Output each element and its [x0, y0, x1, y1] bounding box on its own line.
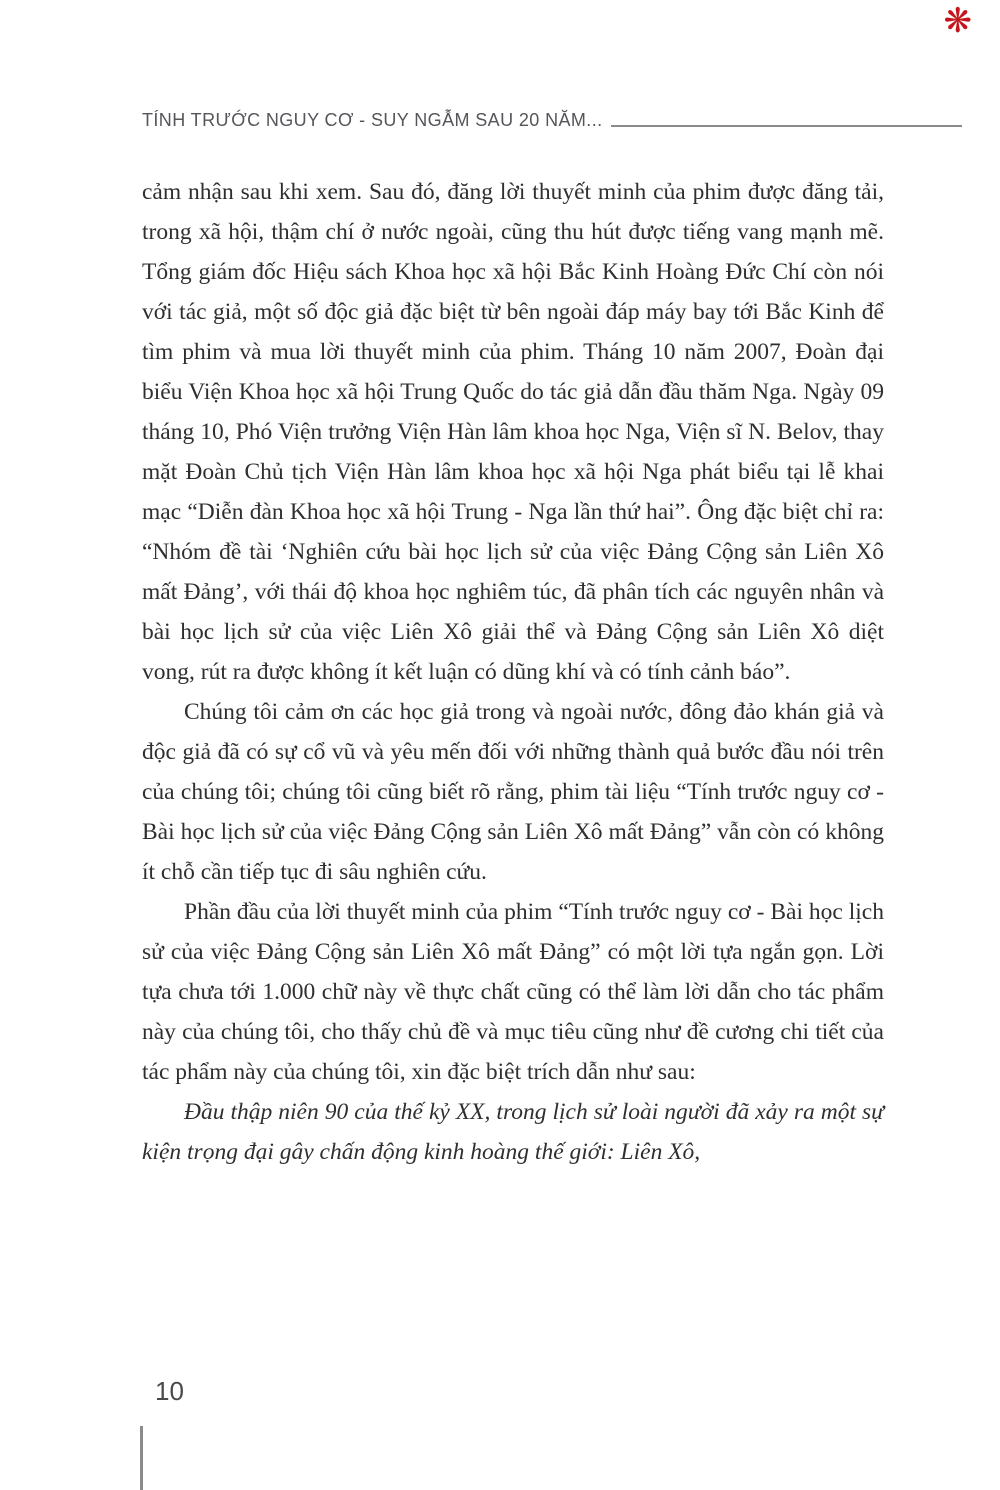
page-body — [142, 172, 884, 1172]
header-rule — [611, 125, 962, 127]
footer-rule — [140, 1426, 143, 1490]
flower-ornament-icon: ❋ — [943, 1, 972, 41]
running-header — [142, 110, 962, 131]
page-number: 10 — [155, 1376, 184, 1406]
paragraph: Chúng tôi cảm ơn các học giả trong và ngoài nước, đông đảo khán giả và độc giả đã có sự cổ vũ và yêu mến đối với những thành quả bước đầu nói trên của chúng tôi; chúng tôi cũng biết rõ rằng, phim tài liệu “Tính trước nguy cơ - Bài học lịch sử của việc Đảng Cộng sản Liên Xô mất Đảng” vẫn còn có không ít chỗ cần tiếp tục đi sâu nghiên cứu. — [142, 699, 884, 885]
paragraph: Phần đầu của lời thuyết minh của phim “Tính trước nguy cơ - Bài học lịch sử của việc Đảng Cộng sản Liên Xô mất Đảng” có một lời tựa ngắn gọn. Lời tựa chưa tới 1.000 chữ này về thực chất cũng có thể làm lời dẫn cho tác phẩm này của chúng tôi, cho thấy chủ đề và mục tiêu cũng như đề cương chi tiết của tác phẩm này của chúng tôi, xin đặc biệt trích dẫn như sau: — [142, 899, 884, 1085]
running-header-title: TÍNH TRƯỚC NGUY CƠ - SUY NGẪM SAU 20 NĂM... — [142, 110, 603, 130]
paragraph-quote-italic: Đầu thập niên 90 của thế kỷ XX, trong lịch sử loài người đã xảy ra một sự kiện trọng đại gây chấn động kinh hoàng thế giới: Liên Xô, — [142, 1099, 884, 1165]
paragraph: cảm nhận sau khi xem. Sau đó, đăng lời thuyết minh của phim được đăng tải, trong xã hội, thậm chí ở nước ngoài, cũng thu hút được tiếng vang mạnh mẽ. Tổng giám đốc Hiệu sách Khoa học xã hội Bắc Kinh Hoàng Đức Chí còn nói với tác giả, một số độc giả đặc biệt từ bên ngoài đáp máy bay tới Bắc Kinh để tìm phim và mua lời thuyết minh của phim. Tháng 10 năm 2007, Đoàn đại biểu Viện Khoa học xã hội Trung Quốc do tác giả dẫn đầu thăm Nga. Ngày 09 tháng 10, Phó Viện trưởng Viện Hàn lâm khoa học Nga, Viện sĩ N. Belov, thay mặt Đoàn Chủ tịch Viện Hàn lâm khoa học xã hội Nga phát biểu tại lễ khai mạc “Diễn đàn Khoa học xã hội Trung - Nga lần thứ hai”. Ông đặc biệt chỉ ra: “Nhóm đề tài ‘Nghiên cứu bài học lịch sử của việc Đảng Cộng sản Liên Xô mất Đảng’, với thái độ khoa học nghiêm túc, đã phân tích các nguyên nhân và bài học lịch sử của việc Liên Xô giải thể và Đảng Cộng sản Liên Xô diệt vong, rút ra được không ít kết luận có dũng khí và có tính cảnh báo”. — [142, 179, 884, 685]
